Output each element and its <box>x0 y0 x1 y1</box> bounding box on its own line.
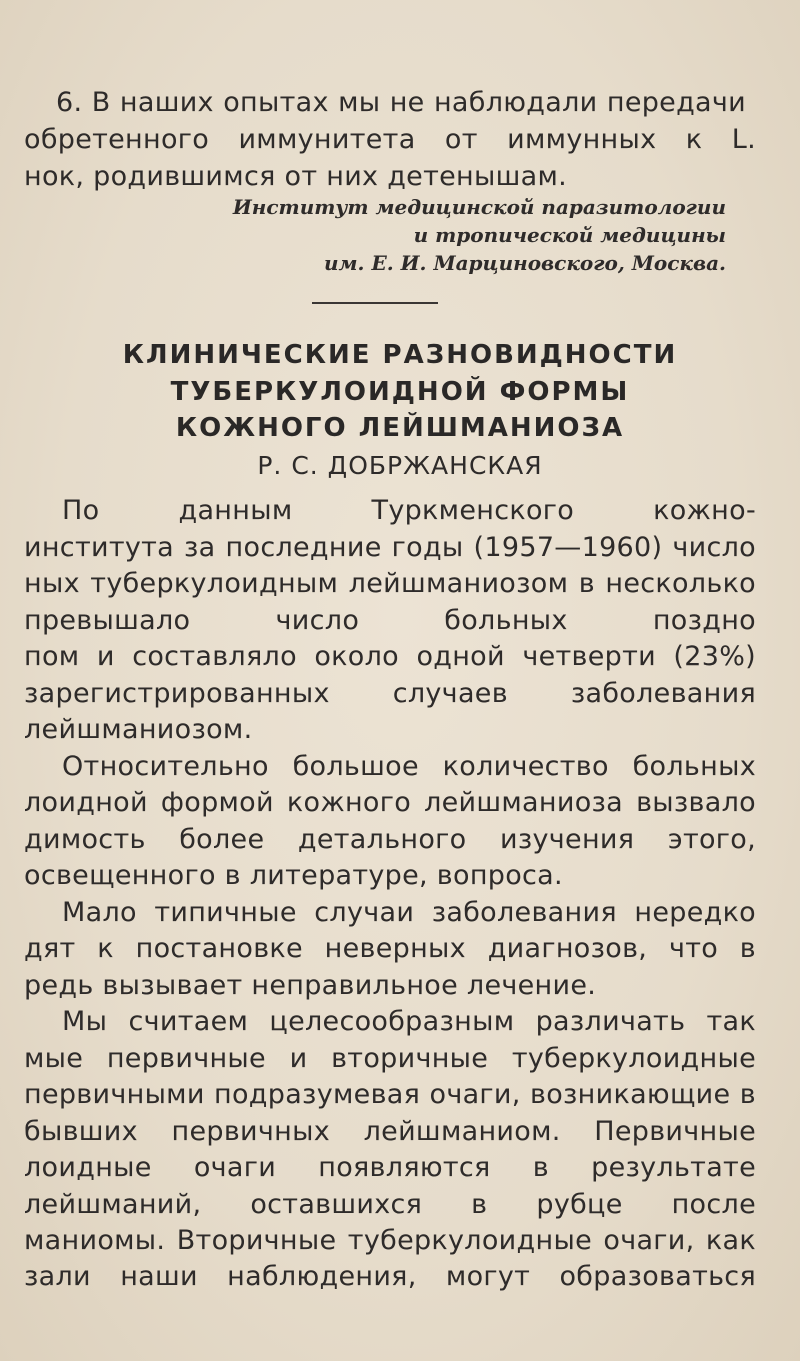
body-line-21: маниомы. Вторичные туберкулоидные очаги, как <box>24 1225 756 1256</box>
prev-text-line-3: нок, родившимся от них детенышам. <box>24 161 568 192</box>
prev-text-line-2: обретенного иммунитета от иммунных к L. <box>24 124 756 155</box>
affiliation-line-2: и тропической медицины <box>413 223 726 247</box>
body-line-9: лоидной формой кожного лейшманиоза вызвало <box>24 787 756 818</box>
body-line-8: Относительно большое количество больных <box>62 751 756 782</box>
article-title-line-3: КОЖНОГО ЛЕЙШМАНИОЗА <box>175 413 625 443</box>
body-line-6: зарегистрированных случаев заболевания <box>24 678 756 709</box>
body-line-20: лейшманий, оставшихся в рубце после <box>24 1189 756 1220</box>
affiliation-line-3: им. Е. И. Марциновского, Москва. <box>323 251 726 275</box>
prev-text-line-1: 6. В наших опытах мы не наблюдали передачи <box>56 87 746 118</box>
body-line-3: ных туберкулоидным лейшманиозом в несколько <box>24 568 756 599</box>
body-line-17: первичными подразумевая очаги, возникающие в <box>24 1079 756 1110</box>
article-title-line-1: КЛИНИЧЕСКИЕ РАЗНОВИДНОСТИ <box>122 340 678 370</box>
separator-rule <box>312 302 438 304</box>
body-line-10: димость более детального изучения этого, <box>24 824 756 855</box>
body-line-2: института за последние годы (1957—1960) число <box>24 532 756 563</box>
body-line-12: Мало типичные случаи заболевания нередко <box>62 897 756 928</box>
body-line-14: редь вызывает неправильное лечение. <box>24 970 597 1001</box>
article-title-line-2: ТУБЕРКУЛОИДНОЙ ФОРМЫ <box>170 377 630 407</box>
body-line-11: освещенного в литературе, вопроса. <box>24 860 563 891</box>
body-line-1: По данным Туркменского кожно- <box>62 495 756 526</box>
body-line-4: превышало число больных поздно <box>24 605 756 636</box>
body-line-22: зали наши наблюдения, могут образоваться <box>24 1261 756 1292</box>
body-line-7: лейшманиозом. <box>24 714 253 745</box>
affiliation-line-1: Институт медицинской паразитологии <box>232 195 726 219</box>
body-line-16: мые первичные и вторичные туберкулоидные <box>24 1043 756 1074</box>
article-author: Р. С. ДОБРЖАНСКАЯ <box>257 451 543 480</box>
body-line-19: лоидные очаги появляются в результате <box>24 1152 756 1183</box>
body-line-15: Мы считаем целесообразным различать так <box>62 1006 756 1037</box>
body-line-5: пом и составляло около одной четверти (23%) <box>24 641 756 672</box>
body-line-13: дят к постановке неверных диагнозов, что в <box>24 933 756 964</box>
body-line-18: бывших первичных лейшманиом. Первичные <box>24 1116 756 1147</box>
